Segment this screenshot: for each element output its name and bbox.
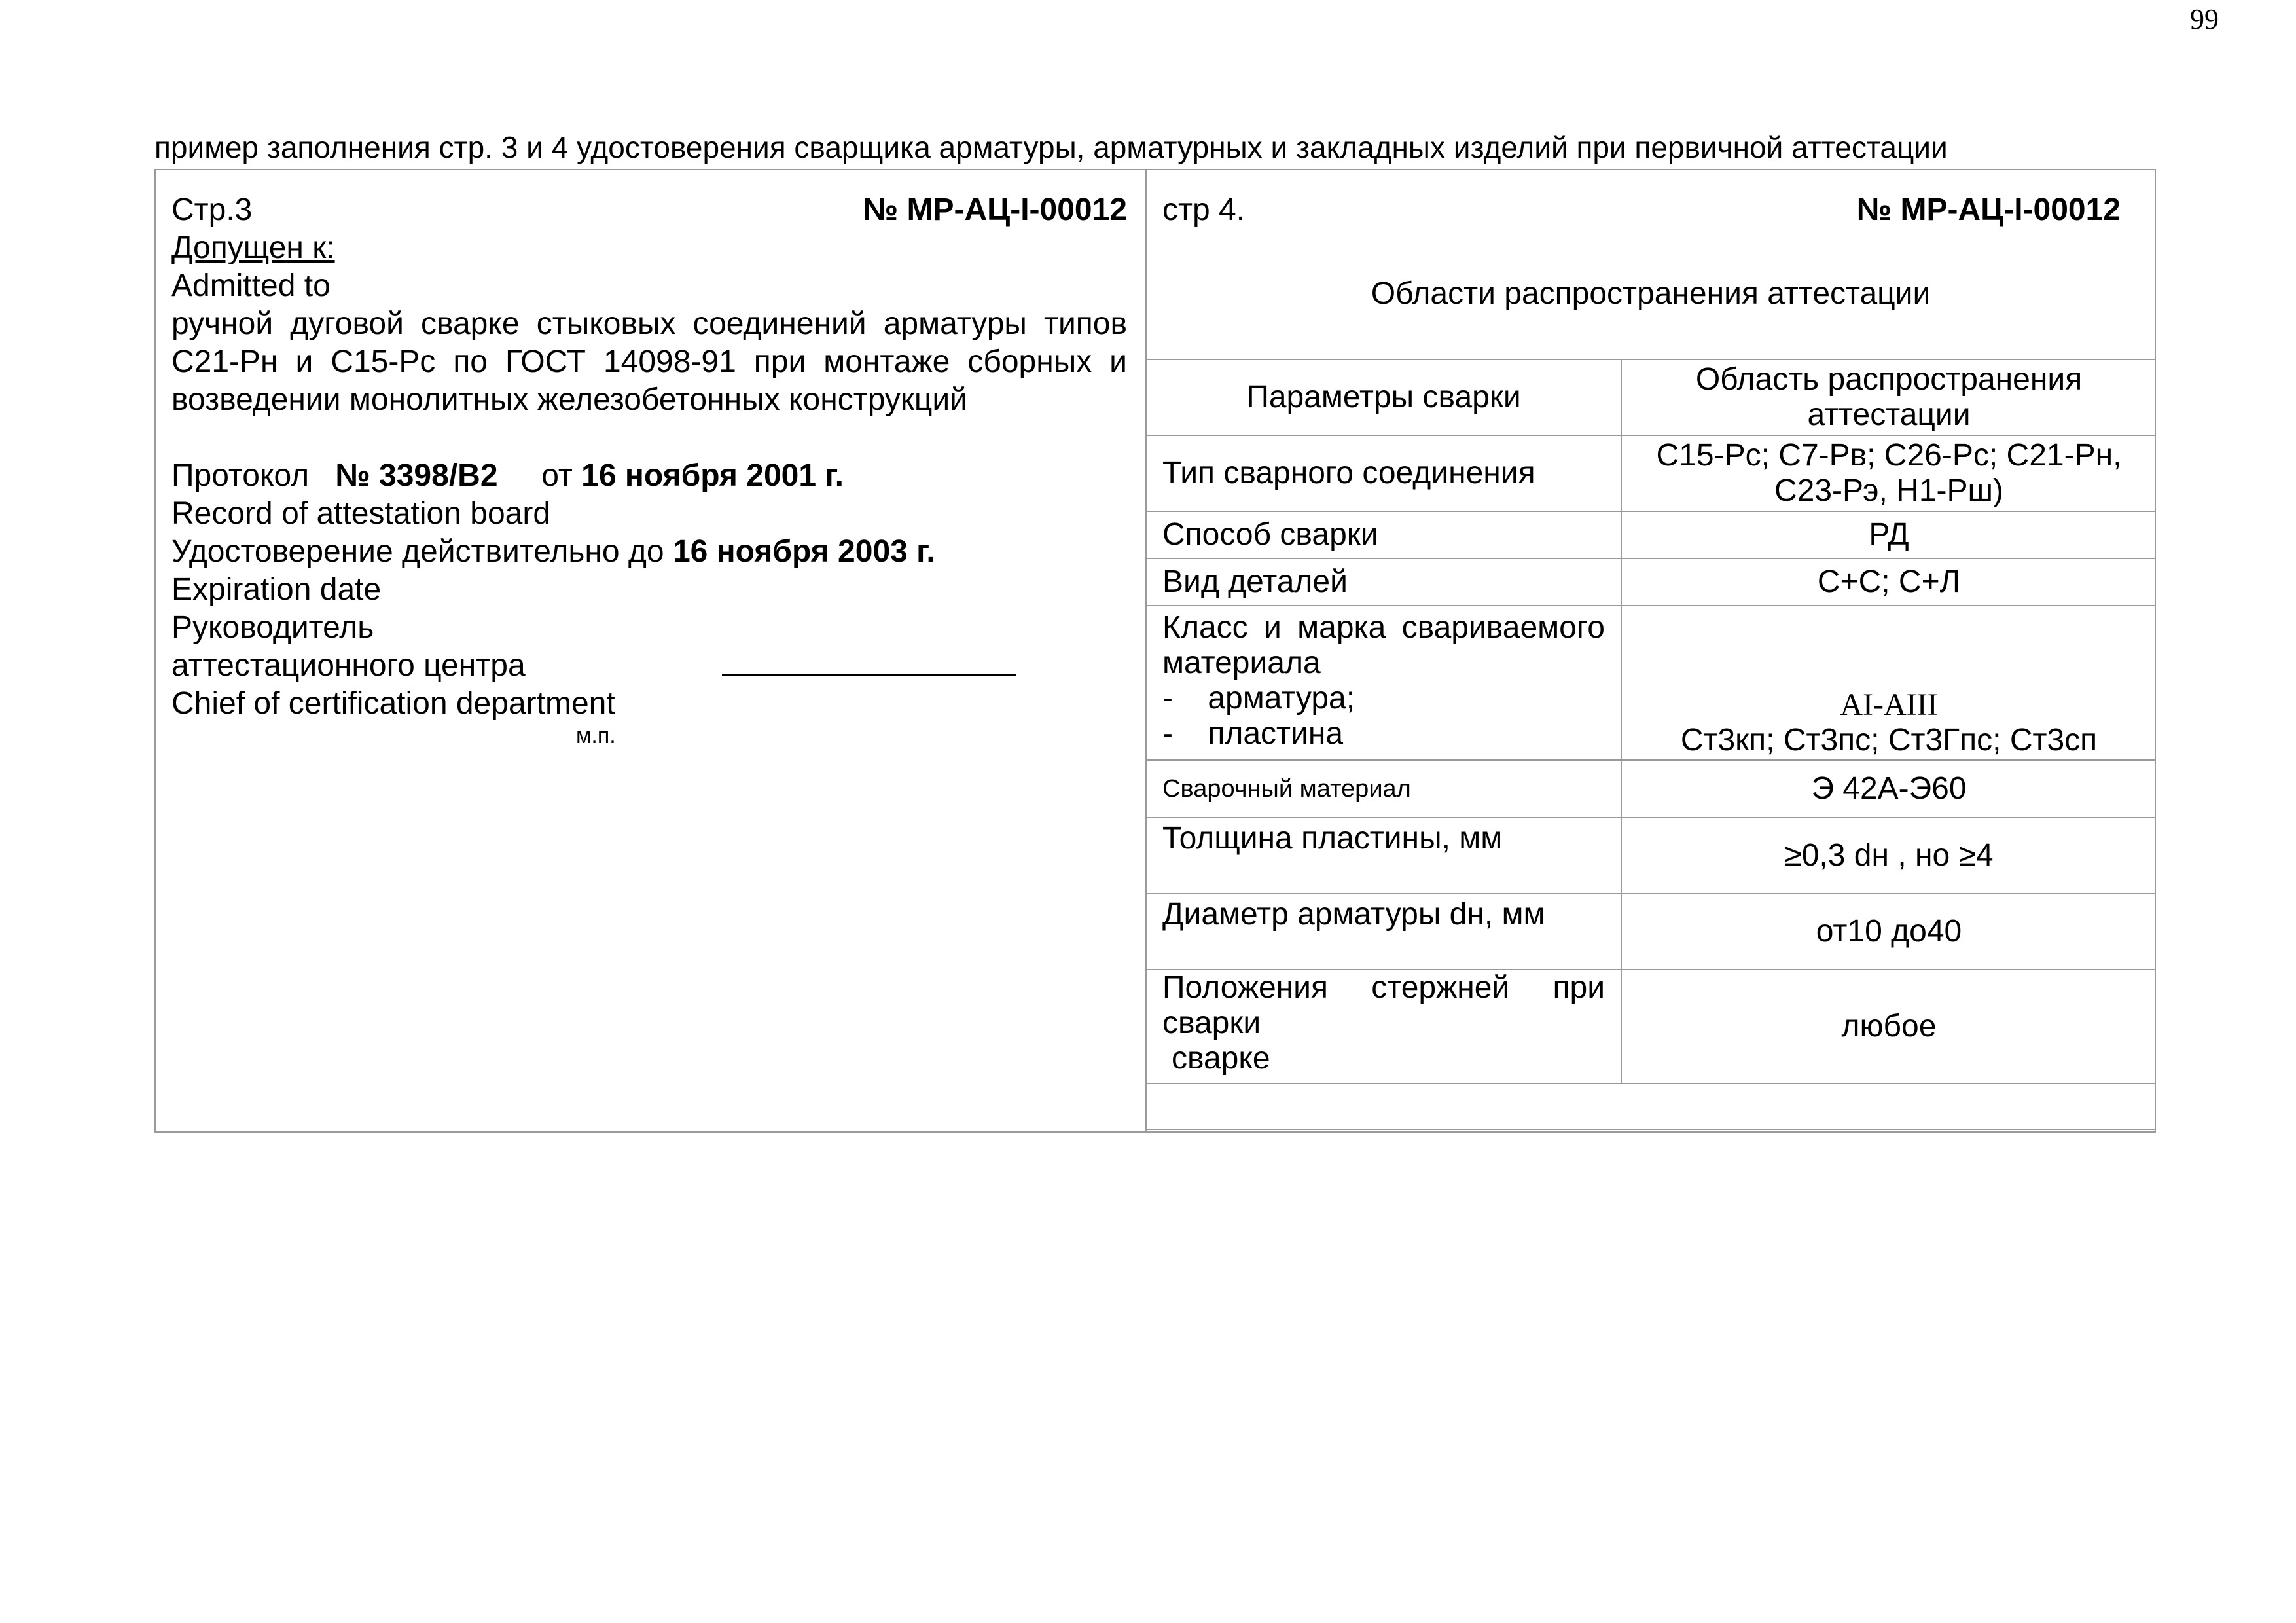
value-cell: любое xyxy=(1621,970,2156,1084)
stamp-place: м.п. xyxy=(576,723,616,748)
param-cell: Способ сварки xyxy=(1147,511,1621,558)
page-4-label: стр 4. xyxy=(1162,192,1246,227)
value-cell: от10 до40 xyxy=(1621,894,2156,970)
param-sub-item: - арматура; xyxy=(1162,681,1355,716)
protocol-date: 16 ноября 2001 г. xyxy=(581,458,844,493)
param-positions-extra: сварке xyxy=(1172,1041,1270,1076)
param-cell xyxy=(1147,606,1621,760)
admitted-label-ru: Допущен к: xyxy=(171,230,335,265)
param-cell: Диаметр арматуры dн, мм xyxy=(1147,894,1621,970)
page-number: 99 xyxy=(2190,3,2219,35)
plate-grade-value: Ст3кп; Ст3пс; Ст3Гпс; Ст3сп xyxy=(1680,723,2098,757)
table-row xyxy=(1147,760,2156,818)
rebar-class-value: AI-AIII xyxy=(1840,687,1938,722)
head-label: Руководитель xyxy=(171,610,374,645)
table-row xyxy=(1147,818,2156,894)
chief-label-en: Chief of certification department xyxy=(171,686,615,721)
record-label-en: Record of attestation board xyxy=(171,496,551,531)
param-sub-item: - пластина xyxy=(1162,716,1344,751)
header-cell-params: Параметры сварки xyxy=(1147,359,1621,435)
value-cell: С15-Рс; С7-Рв; С26-Рс; С21-Рн, С23-Рэ, Н1-Рш) xyxy=(1621,435,2156,511)
certificate-number: № МР-АЦ-I-00012 xyxy=(863,192,1127,227)
page-3 xyxy=(171,191,1127,749)
protocol-from: от xyxy=(541,458,573,493)
header-cell-scope: Область распространения аттестации xyxy=(1621,359,2156,435)
table-header-row xyxy=(1147,359,2156,435)
table-row xyxy=(1147,511,2156,558)
value-cell xyxy=(1621,606,2156,760)
value-cell: РД xyxy=(1621,511,2156,558)
attestation-center-label: аттестационного центра xyxy=(171,648,526,683)
certificate-frame xyxy=(154,169,2156,1133)
table-row xyxy=(1147,970,2156,1084)
empty-row xyxy=(1147,1084,2156,1129)
table-row xyxy=(1147,606,2156,760)
page-3-header xyxy=(171,191,1127,229)
scope-table xyxy=(1147,359,2156,1130)
certificate-number: № МР-АЦ-I-00012 xyxy=(1856,192,2121,227)
signature-line xyxy=(722,674,1016,676)
scope-title: Области распространения аттестации xyxy=(1371,276,1931,311)
param-material-label: Класс и марка свариваемого материала xyxy=(1162,610,1605,680)
caption: пример заполнения стр. 3 и 4 удостоверения сварщика арматуры, арматурных и закладных изделий при первичной аттестации xyxy=(154,130,1948,164)
protocol-line xyxy=(171,457,1127,495)
valid-until-line xyxy=(171,533,1127,571)
page-3-label: Стр.3 xyxy=(171,192,253,227)
protocol-label: Протокол xyxy=(171,458,310,493)
valid-until-label: Удостоверение действительно до xyxy=(171,534,664,569)
admission-text: ручной дуговой сварке стыковых соединений арматуры типов С21-Рн и С15-Рс по ГОСТ 14098-91 при монтаже сборных и возведении монолитных железобетонных конструкций xyxy=(171,306,1127,417)
param-positions-label: Положения стержней при сварки xyxy=(1162,970,1605,1040)
table-row xyxy=(1147,894,2156,970)
value-cell: ≥0,3 dн , но ≥4 xyxy=(1621,818,2156,894)
param-cell: Сварочный материал xyxy=(1147,760,1621,818)
admitted-label-en: Admitted to xyxy=(171,268,331,303)
table-row xyxy=(1147,435,2156,511)
valid-until-date: 16 ноября 2003 г. xyxy=(672,534,935,569)
param-cell: Толщина пластины, мм xyxy=(1147,818,1621,894)
page-4-header xyxy=(1162,191,2121,229)
param-cell: Вид деталей xyxy=(1147,558,1621,606)
page-4 xyxy=(1147,170,2155,1131)
protocol-number: № 3398/В2 xyxy=(335,458,498,493)
signature-row xyxy=(171,647,1127,685)
value-cell: С+С; С+Л xyxy=(1621,558,2156,606)
param-cell: Тип сварного соединения xyxy=(1147,435,1621,511)
value-cell: Э 42А-Э60 xyxy=(1621,760,2156,818)
table-row xyxy=(1147,558,2156,606)
param-cell xyxy=(1147,970,1621,1084)
expiration-label-en: Expiration date xyxy=(171,572,382,607)
